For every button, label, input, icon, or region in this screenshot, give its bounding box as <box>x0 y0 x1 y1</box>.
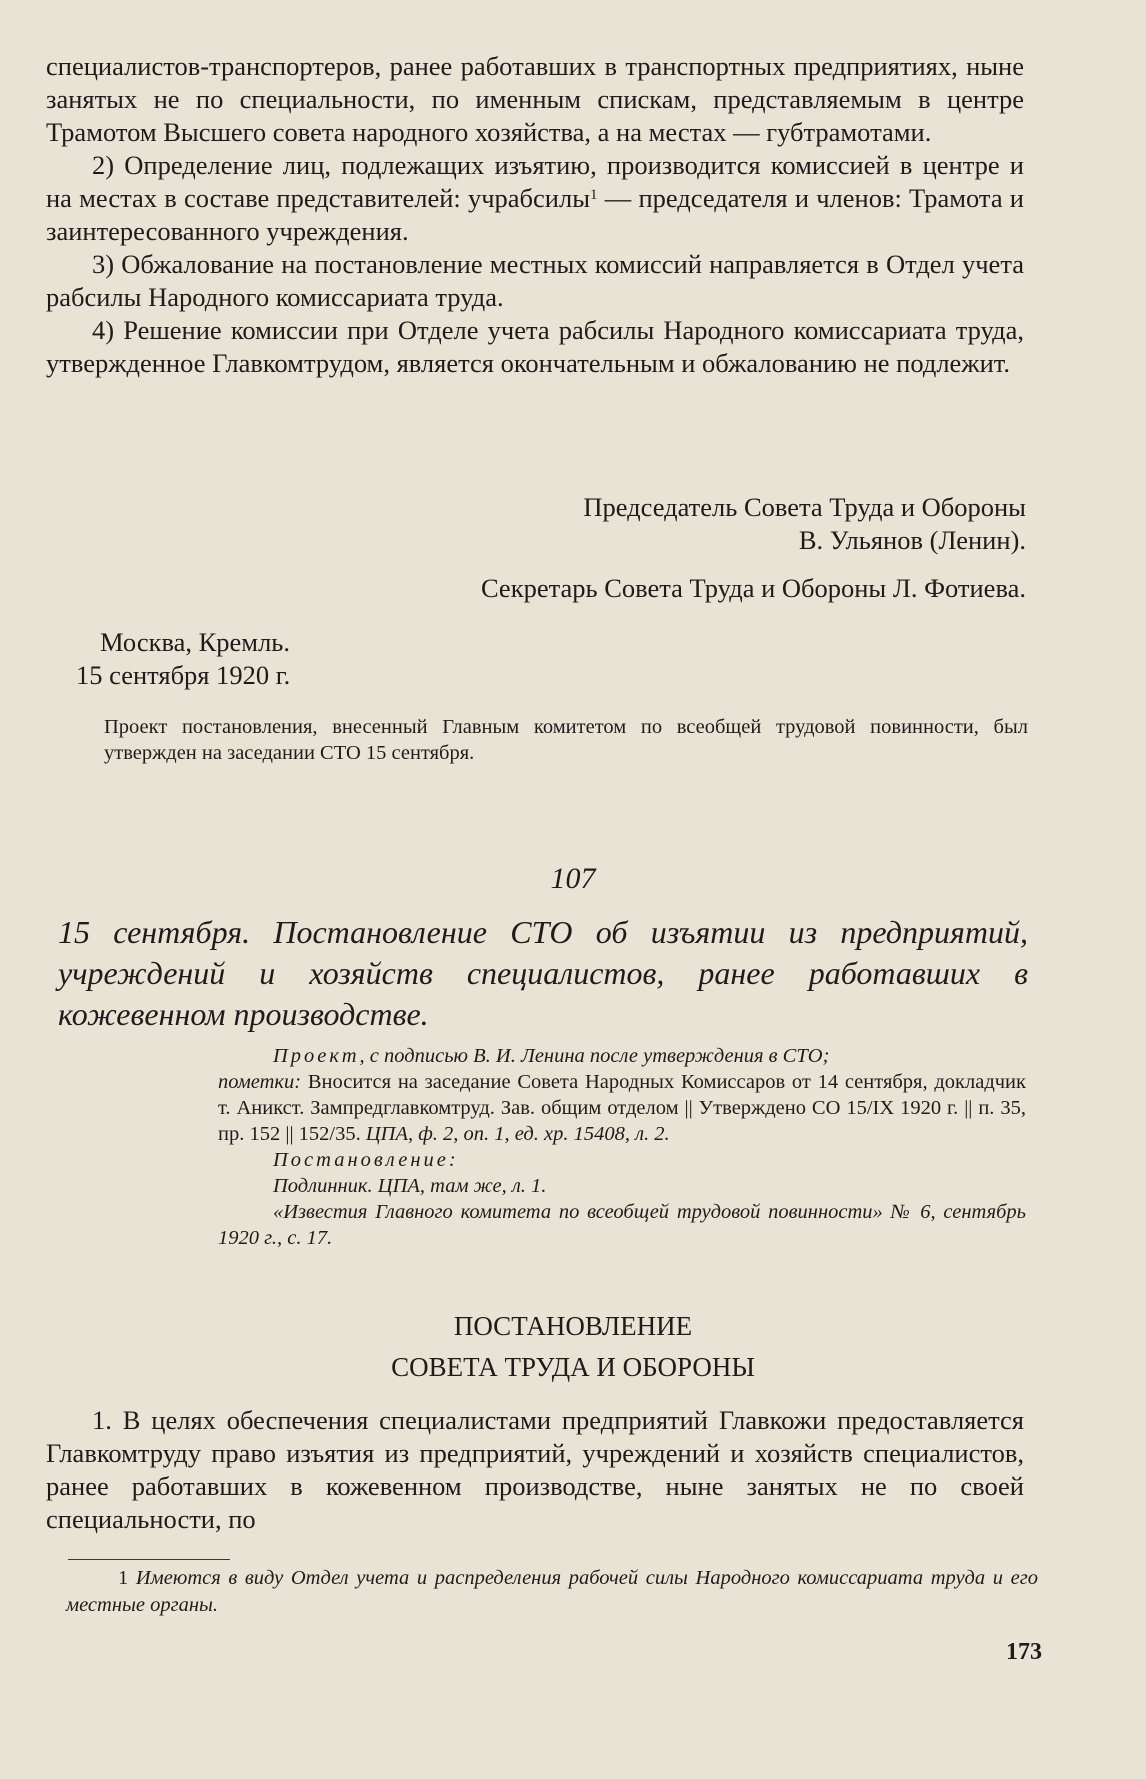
paragraph-1: специалистов-транспортеров, ранее работавших в транспортных предприятиях, ныне занятых не по специальности, по именным спискам, представляемым в центре Трамотом Высшего совета народного хозяйства, а на местах — губтрамотами. <box>46 51 1024 147</box>
paragraph-3: 3) Обжалование на постановление местных комиссий направляется в Отдел учета рабсилы Народного комиссариата труда. <box>46 249 1024 312</box>
decree-heading <box>0 1306 1146 1388</box>
date: 15 сентября 1920 г. <box>76 660 291 690</box>
paragraph-4: 4) Решение комиссии при Отделе учета рабсилы Народного комиссариата труда, утвержденное Главкомтрудом, является окончательным и обжалованию не подлежит. <box>46 315 1024 378</box>
decree-paragraph-1: 1. В целях обеспечения специалистами предприятий Главкожи предоставляется Главкомтруду право изъятия из предприятий, учреждений и хозяйств специалистов, ранее работавших в кожевенном производстве, ныне занятых не по своей специальности, по <box>46 1405 1024 1534</box>
document-number: 107 <box>550 862 596 895</box>
original-note: Подлинник. ЦПА, там же, л. 1. <box>273 1175 547 1197</box>
paragraph-2: 2) Определение лиц, подлежащих изъятию, производится комиссией в центре и на местах в составе представителей: учрабсилы$^1$ — председателя и членов: Трамота и заинтересованного учреждения. <box>46 150 1024 246</box>
editorial-note: Проект постановления, внесенный Главным комитетом по всеобщей трудовой повинности, был утвержден на заседании СТО 15 сентября. <box>104 716 1028 764</box>
continuation-text <box>46 50 1024 380</box>
page-number: 173 <box>1006 1639 1042 1665</box>
footnote-divider <box>68 1559 230 1560</box>
marks-note: пометки: Вносится на заседание Совета Народных Комиссаров от 14 сентября, докладчик т. Аникст. Зампредглавкомтруд. Зав. общим отделом || Утверждено СО 15/IX 1920 г. || п. 35, пр. 152 || 152/35. ЦПА, ф. 2, оп. 1, ед. хр. 15408, л. 2. <box>218 1071 1026 1145</box>
chair-name: В. Ульянов (Ленин). <box>798 525 1026 555</box>
decree-label: Постановление: <box>273 1149 459 1171</box>
heading-line-2: СОВЕТА ТРУДА И ОБОРОНЫ <box>391 1352 755 1382</box>
footnote-mark: 1 <box>118 1567 129 1589</box>
source-notes <box>218 1043 1026 1251</box>
document-title: 15 сентября. Постановление СТО об изъятии из предприятий, учреждений и хозяйств специалистов, ранее работавших в кожевенном производстве. <box>58 914 1028 1032</box>
draft-note: Проект, с подписью В. И. Ленина после утверждения в СТО; <box>273 1045 830 1067</box>
place: Москва, Кремль. <box>100 627 291 657</box>
heading-line-1: ПОСТАНОВЛЕНИЕ <box>453 1311 693 1341</box>
footnote-reference: 1 <box>590 187 598 203</box>
secretary-signature: Секретарь Совета Труда и Обороны Л. Фотиева. <box>480 573 1026 603</box>
chair-title: Председатель Совета Труда и Обороны <box>583 492 1026 522</box>
izvestia-note: «Известия Главного комитета по всеобщей трудовой повинности» № 6, сентябрь 1920 г., с. 17. <box>218 1201 1026 1249</box>
decree-text <box>46 1404 1024 1536</box>
footnote: 1 Имеются в виду Отдел учета и распределения рабочей силы Народного комиссариата труда и его местные органы. <box>66 1567 1038 1616</box>
